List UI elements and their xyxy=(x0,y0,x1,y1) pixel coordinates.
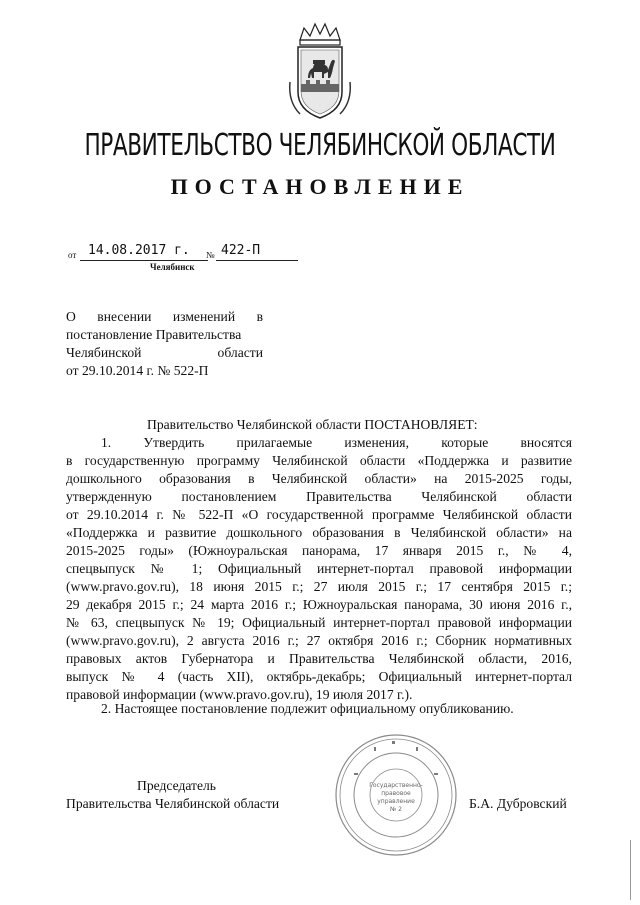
body-line: 1. Утвердить прилагаемые изменения, которые вносятся xyxy=(101,435,572,450)
body-line: 29 декабря 2015 г.; 24 марта 2016 г.; Южноуральская панорама, 30 июня 2016 г., xyxy=(66,597,572,612)
city-label: Челябинск xyxy=(150,262,195,272)
signer-position-line2: Правительства Челябинской области xyxy=(66,796,280,811)
body-line: (www.pravo.gov.ru), 18 июня 2015 г.; 27 июля 2015 г.; 17 сентября 2015 г.; xyxy=(66,579,572,594)
document-subject xyxy=(66,308,263,380)
scan-edge-line xyxy=(630,840,631,900)
body-line: от 29.10.2014 г. № 522-П «О государственной программе Челябинской области xyxy=(66,507,572,522)
signer-position-line1: Председатель xyxy=(137,778,216,793)
preamble: Правительство Челябинской области ПОСТАНОВЛЯЕТ: xyxy=(147,417,478,432)
body-line: 2015-2025 годы» (Южноуральская панорама, 17 января 2015 г., № 4, xyxy=(66,543,572,558)
body-line: (www.pravo.gov.ru), 2 августа 2016 г.; 27 октября 2016 г.; Сборник нормативных xyxy=(66,633,572,648)
coat-of-arms-emblem xyxy=(286,22,354,122)
body-line: дошкольного образования в Челябинской области» на 2015-2025 годы, xyxy=(66,471,572,486)
body-line: в государственную программу Челябинской области «Поддержка и развитие xyxy=(66,453,572,468)
body-line: «Поддержка и развитие дошкольного образования в Челябинской области» на xyxy=(66,525,572,540)
seal-center-text-3: управление xyxy=(377,798,415,805)
seal-center-text-1: Государственно- xyxy=(369,782,423,789)
government-title: ПРАВИТЕЛЬСТВО ЧЕЛЯБИНСКОЙ ОБЛАСТИ xyxy=(84,128,556,163)
official-seal-stamp xyxy=(334,733,458,857)
document-type-heading: ПОСТАНОВЛЕНИЕ xyxy=(170,174,470,199)
seal-center-text-2: правовое xyxy=(381,790,411,797)
number-label: № xyxy=(206,250,215,260)
registration-line xyxy=(68,242,308,262)
body-line: утвержденную постановлением Правительства Челябинской области xyxy=(66,489,572,504)
document-number: 422-П xyxy=(221,243,261,258)
item-2-paragraph: 2. Настоящее постановление подлежит официальному опубликованию. xyxy=(101,701,514,716)
seal-center-text-4: № 2 xyxy=(390,806,402,813)
body-line: выпуск № 4 (часть XII), октябрь-декабрь; Официальный интернет-портал xyxy=(66,669,572,684)
item-1-paragraph xyxy=(66,434,572,704)
subject-line: от 29.10.2014 г. № 522-П xyxy=(66,363,209,378)
body-line: правовых актов Губернатора и Правительства Челябинской области, 2016, xyxy=(66,651,572,666)
document-date: 14.08.2017 г. xyxy=(88,243,190,258)
number-underline xyxy=(216,260,298,261)
body-line: № 63, спецвыпуск № 19; Официальный интернет-портал правовой информации xyxy=(66,615,572,630)
subject-line: О внесении изменений в xyxy=(66,309,263,324)
signer-name: Б.А. Дубровский xyxy=(469,796,567,811)
date-underline xyxy=(80,260,208,261)
date-from-label: от xyxy=(68,250,77,260)
subject-line: Челябинской области xyxy=(66,345,263,360)
subject-line: постановление Правительства xyxy=(66,327,242,342)
body-line: спецвыпуск № 1; Официальный интернет-портал правовой информации xyxy=(66,561,572,576)
body-line: правовой информации (www.pravo.gov.ru), 19 июля 2017 г.). xyxy=(66,687,413,702)
